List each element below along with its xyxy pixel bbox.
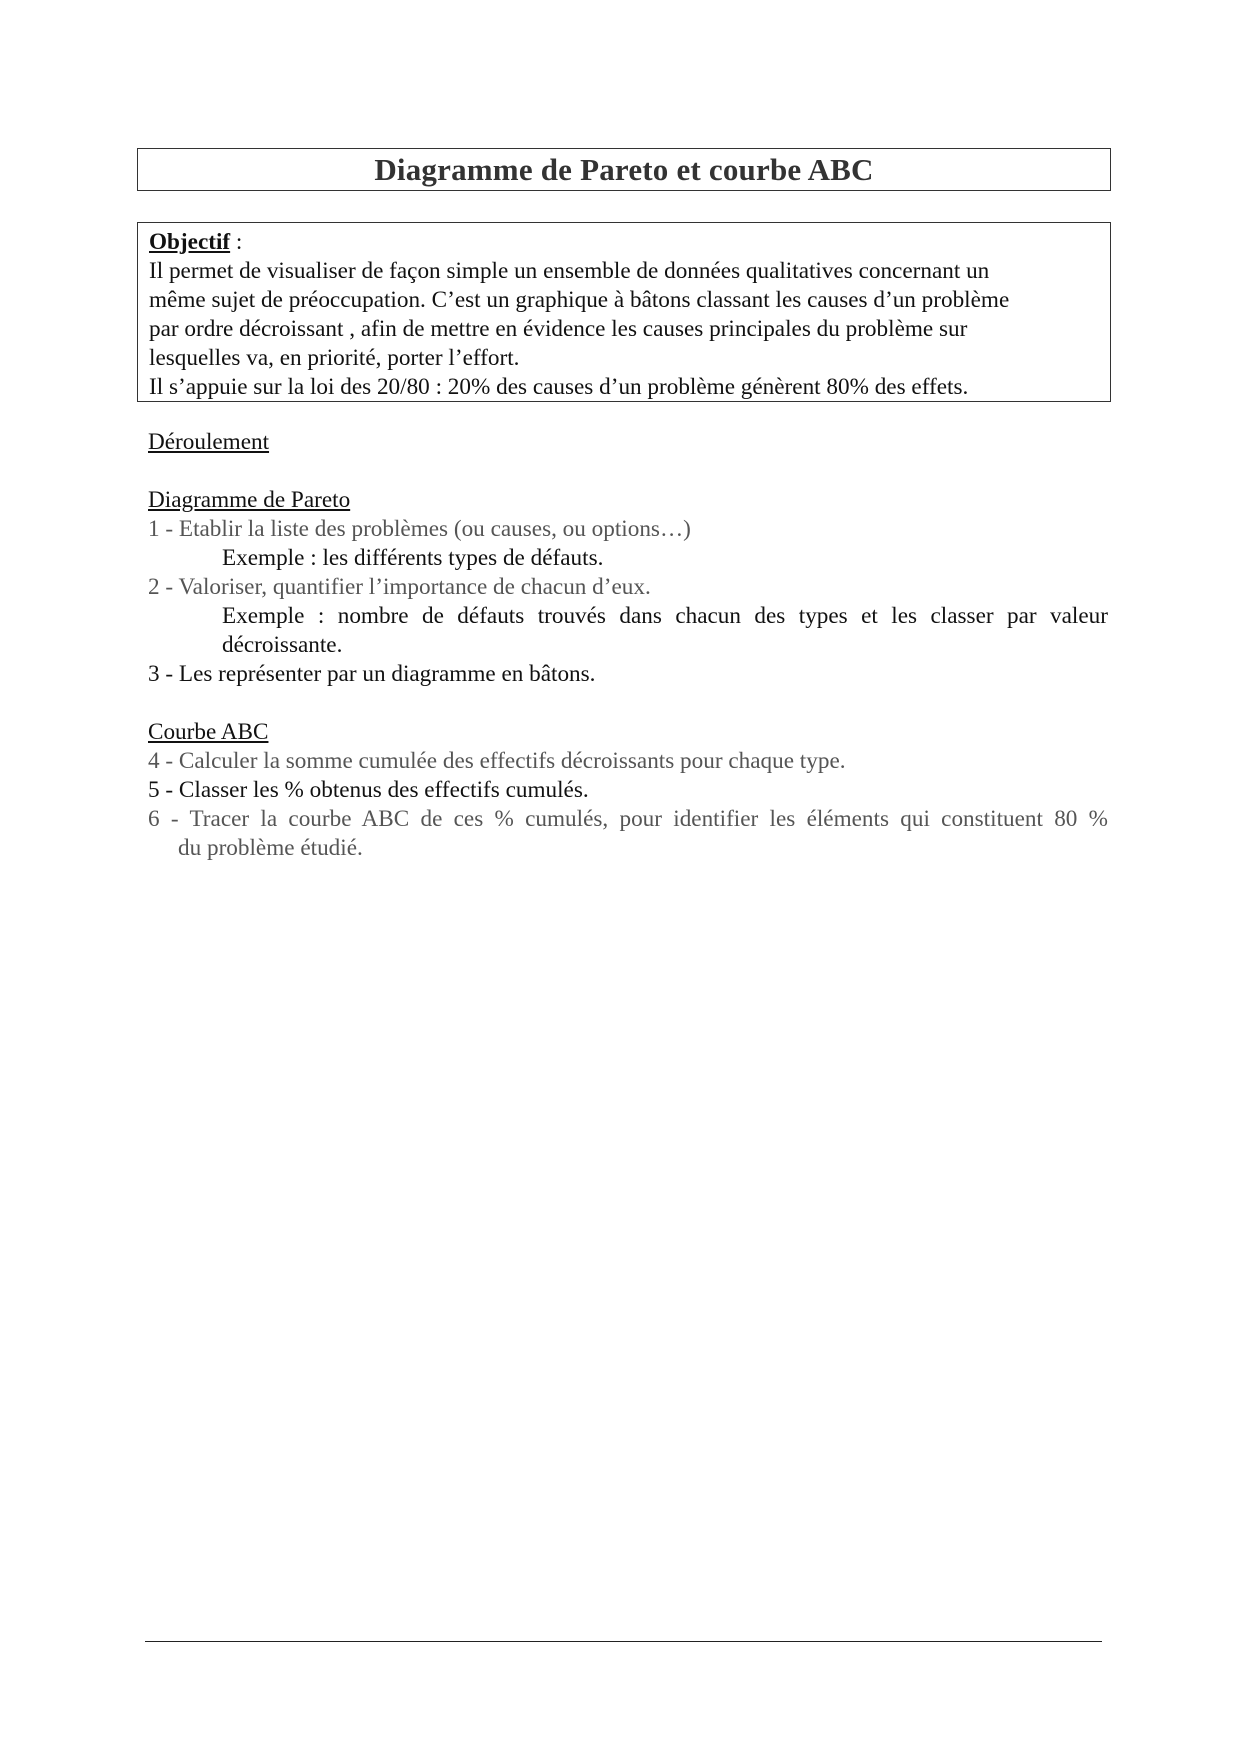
pareto-step-3: 3 - Les représenter par un diagramme en bâtons. [148, 661, 596, 687]
objective-rule-line: Il s’appuie sur la loi des 20/80 : 20% des causes d’un problème génèrent 80% des effets. [149, 374, 969, 400]
footer-divider [145, 1641, 1102, 1642]
objective-box [137, 222, 1111, 402]
abc-step-6-line-1: 6 - Tracer la courbe ABC de ces % cumulés, pour identifier les éléments qui constituent 80 % [148, 806, 1108, 832]
objective-colon: : [230, 229, 243, 255]
title-box [137, 148, 1111, 191]
abc-section [148, 718, 1108, 863]
pareto-heading: Diagramme de Pareto [148, 487, 351, 513]
abc-step-6-line-2: du problème étudié. [178, 835, 363, 861]
page-title: Diagramme de Pareto et courbe ABC [374, 151, 874, 187]
pareto-example-2-line-1: Exemple : nombre de défauts trouvés dans chacun des types et les classer par valeur [222, 603, 1108, 629]
pareto-step-2: 2 - Valoriser, quantifier l’importance de chacun d’eux. [148, 574, 651, 600]
pareto-section [148, 486, 1108, 689]
pareto-example-2-line-2: décroissante. [222, 632, 343, 658]
objective-label: Objectif [149, 229, 231, 255]
objective-line: Il permet de visualiser de façon simple un ensemble de données qualitatives concernant un [149, 258, 990, 284]
objective-line: lesquelles va, en priorité, porter l’effort. [149, 345, 520, 371]
pareto-example-1: Exemple : les différents types de défauts. [222, 545, 604, 571]
abc-heading: Courbe ABC [148, 719, 269, 745]
deroulement-section [148, 428, 1108, 457]
abc-step-4: 4 - Calculer la somme cumulée des effectifs décroissants pour chaque type. [148, 748, 846, 774]
objective-heading [149, 228, 1100, 257]
abc-step-5: 5 - Classer les % obtenus des effectifs cumulés. [148, 777, 589, 803]
objective-line: même sujet de préoccupation. C’est un graphique à bâtons classant les causes d’un problème [149, 287, 1010, 313]
objective-line: par ordre décroissant , afin de mettre en évidence les causes principales du problème sur [149, 316, 968, 342]
deroulement-heading: Déroulement [148, 429, 270, 455]
pareto-step-1: 1 - Etablir la liste des problèmes (ou causes, ou options…) [148, 516, 691, 542]
